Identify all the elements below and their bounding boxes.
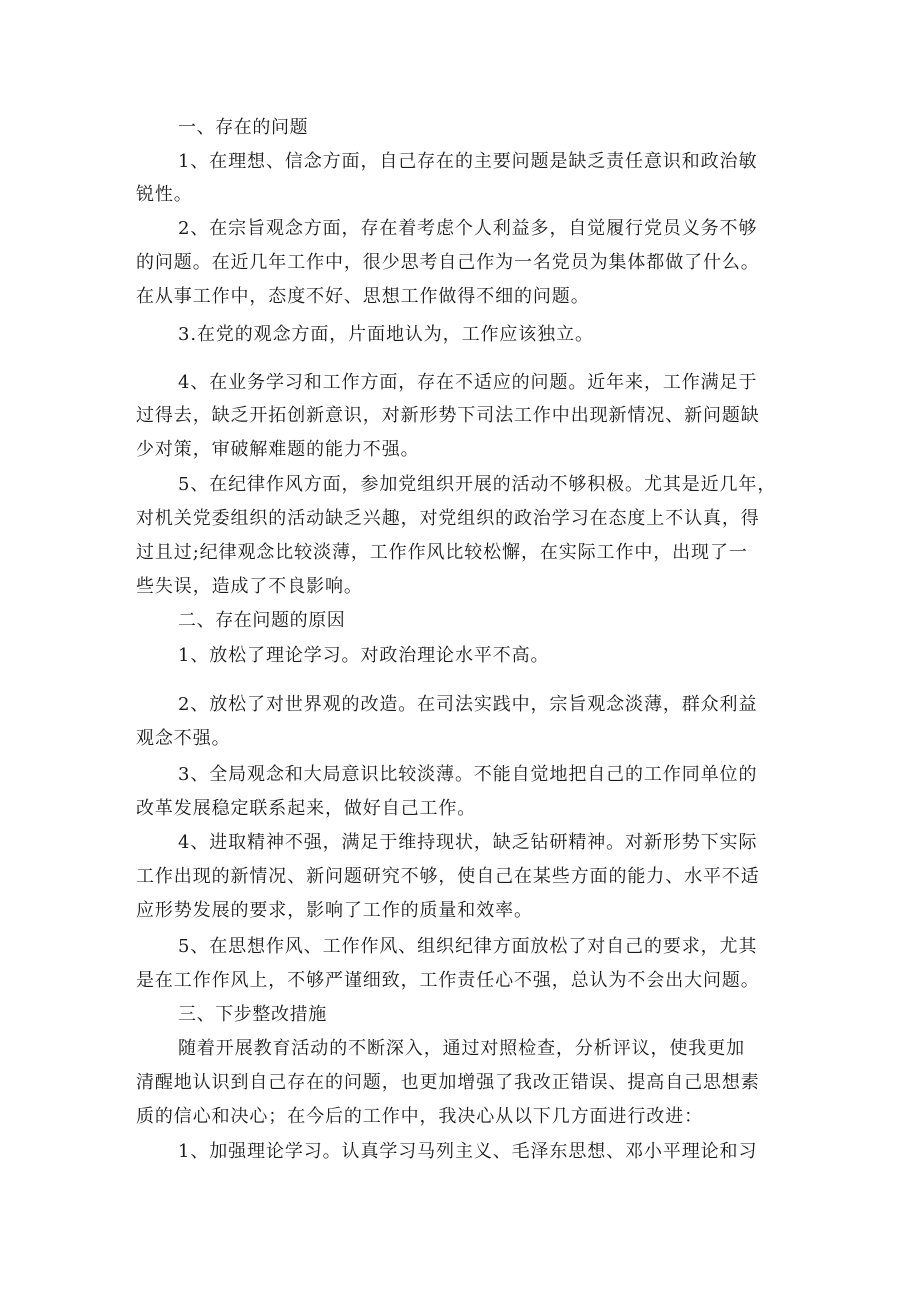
- s1-item1-line1: 1、在理想、信念方面，自己存在的主要问题是缺乏责任意识和政治敏: [178, 151, 758, 172]
- s2-item4-line3: 应形势发展的要求，影响了工作的质量和效率。: [136, 900, 533, 921]
- s1-item5-line3: 过且过;纪律观念比较淡薄，工作作风比较松懈，在实际工作中，出现了一: [136, 542, 748, 563]
- s1-item2-line3: 在从事工作中，态度不好、思想工作做得不细的问题。: [136, 286, 590, 307]
- s3-para1-line2: 清醒地认识到自己存在的问题，也更加增强了我改正错误、提高自己思想素: [136, 1072, 760, 1093]
- s2-item4-line1: 4、进取精神不强，满足于维持现状，缺乏钻研精神。对新形势下实际: [178, 832, 758, 853]
- s1-item4-line1: 4、在业务学习和工作方面，存在不适应的问题。近年来，工作满足于: [178, 372, 758, 393]
- s2-item2-line2: 观念不强。: [136, 728, 231, 749]
- section-heading-3: 三、下步整改措施: [178, 1004, 327, 1025]
- s1-item2-line1: 2、在宗旨观念方面，存在着考虑个人利益多，自觉履行党员义务不够: [178, 218, 758, 239]
- s1-item4-line2: 过得去，缺乏开拓创新意识，对新形势下司法工作中出现新情况、新问题缺: [136, 405, 760, 426]
- s2-item3-line1: 3、全局观念和大局意识比较淡薄。不能自觉地把自己的工作同单位的: [178, 764, 758, 785]
- s1-item4-line3: 少对策，审破解难题的能力不强。: [136, 439, 420, 460]
- s1-item2-line2: 的问题。在近几年工作中，很少思考自己作为一名党员为集体都做了什么。: [136, 252, 760, 273]
- s1-item5-line2: 对机关党委组织的活动缺乏兴趣，对党组织的政治学习在态度上不认真，得: [136, 508, 760, 529]
- s2-item3-line2: 改革发展稳定联系起来，做好自己工作。: [136, 798, 477, 819]
- section-heading-2: 二、存在问题的原因: [178, 610, 346, 631]
- s1-item1-line2: 锐性。: [136, 184, 193, 205]
- s2-item1-line1: 1、放松了理论学习。对政治理论水平不高。: [178, 645, 550, 666]
- s2-item4-line2: 工作出现的新情况、新问题研究不够，使自己在某些方面的能力、水平不适: [136, 866, 760, 887]
- section-heading-1: 一、存在的问题: [178, 117, 309, 138]
- s3-para1-line3: 质的信心和决心；在今后的工作中，我决心从以下几方面进行改进：: [136, 1106, 703, 1127]
- s1-item5-line4: 些失误，造成了不良影响。: [136, 576, 363, 597]
- s3-item1-line1: 1、加强理论学习。认真学习马列主义、毛泽东思想、邓小平理论和习: [178, 1141, 758, 1162]
- s3-para1-line1: 随着开展教育活动的不断深入，通过对照检查，分析评议，使我更加: [178, 1038, 745, 1059]
- s1-item3-line1: 3.在党的观念方面，片面地认为，工作应该独立。: [178, 324, 594, 345]
- s2-item2-line1: 2、放松了对世界观的改造。在司法实践中，宗旨观念淡薄，群众利益: [178, 694, 758, 715]
- s2-item5-line2: 是在工作作风上，不够严谨细致，工作责任心不强，总认为不会出大问题。: [136, 970, 760, 991]
- s1-item5-line1: 5、在纪律作风方面，参加党组织开展的活动不够积极。尤其是近几年，: [178, 474, 777, 495]
- s2-item5-line1: 5、在思想作风、工作作风、组织纪律方面放松了对自己的要求，尤其: [178, 936, 758, 957]
